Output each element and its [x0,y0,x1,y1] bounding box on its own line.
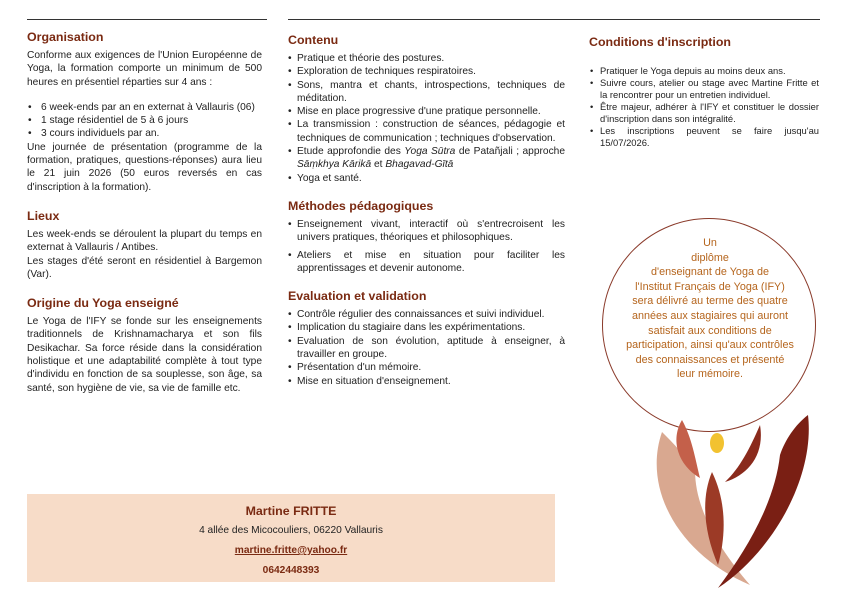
diploma-line: d'enseignant de Yoga de [651,266,769,279]
diploma-line: Un [703,237,717,249]
list-item: • Yoga et santé. [288,172,565,185]
list-item: • Enseignement vivant, interactif où s'entrecroisent les univers pratiques, théoriques et philosophiques. [288,218,565,245]
methodes-heading: Méthodes pédagogiques [288,198,434,213]
list-item: • Mise en place progressive d'une pratique personnelle. [288,105,565,118]
list-item: • Implication du stagiaire dans les expérimentations. [288,321,565,334]
diploma-line: satisfait aux conditions de [648,324,772,337]
contact-name: Martine FRITTE [245,504,337,518]
organisation-list [27,101,262,141]
methodes-list [288,218,565,275]
column-left [27,30,262,395]
diploma-line: l'Institut Français de Yoga (IFY) [635,280,785,293]
diploma-line: années aux stagiaires qui auront [631,309,789,322]
etude-prefix: Etude approfondie des [297,146,405,158]
list-item: • Contrôle régulier des connaissances et suivi individuel. [288,308,565,321]
contenu-list [288,52,565,185]
evaluation-heading: Evaluation et validation [288,289,427,304]
contenu-heading: Contenu [288,33,339,47]
list-item: • Sons, mantra et chants, introspections, techniques de méditation. [288,79,565,106]
diploma-line: diplôme [691,251,729,264]
contact-email-link[interactable]: martine.fritte@yahoo.fr [234,545,348,556]
column-middle [288,33,565,388]
conditions-list [589,65,819,149]
list-item: • Présentation d'un mémoire. [288,361,565,374]
logo-right-arm [725,425,761,482]
list-item: • Exploration de techniques respiratoires. [288,65,565,78]
logo-head [710,433,724,453]
logo-outer-swoosh [657,432,750,585]
organisation-outro: Une journée de présentation (programme de la formation, pratiques, questions-réponses) aura lieu le 21 juin 2026 (50 euros reversés en cas d'inscription à la formation). [27,141,262,193]
conditions-heading: Conditions d'inscription [589,35,731,49]
list-item: • La transmission : construction de séances, pédagogie et techniques de communication ; techniques d'observation. [288,118,565,145]
list-item: • Mise en situation d'enseignement. [288,375,565,388]
lieux-heading: Lieux [27,208,60,223]
diploma-line: des connaissances et présenté [635,353,785,366]
list-item: • Suivre cours, atelier ou stage avec Martine Fritte et la rencontrer pour un entretien individuel. [589,77,819,101]
list-item: • Ateliers et mise en situation pour faciliter les apprentissages et devenir autonome. [288,249,565,276]
list-item: • 1 stage résidentiel de 5 à 6 jours [27,114,262,127]
etude-mid-2: et [371,159,386,171]
lieux-text-1: Les week-ends se déroulent la plupart du temps en externat à Vallauris / Antibes. [27,228,262,254]
list-item: • 6 week-ends par an en externat à Vallauris (06) [27,101,262,114]
etude-mid-1: de Patañjali ; approche [455,146,565,158]
contact-phone: 0642448393 [262,565,320,576]
lieux-text-2: Les stages d'été seront en résidentiel à Bargemon (Var). [27,255,262,280]
diploma-line: leur mémoire. [677,368,743,381]
yoga-logo-icon [600,360,840,595]
evaluation-list [288,308,565,388]
etude-title-gita: Bhagavad-Gītā [385,159,454,171]
list-item: • Pratiquer le Yoga depuis au moins deux ans. [589,65,819,77]
etude-title-samkhya: Sāṃkhya Kārikā [297,159,372,171]
list-item: • Evaluation de son évolution, aptitude à enseigner, à travailler en groupe. [288,335,565,362]
list-item: • 3 cours individuels par an. [27,127,262,140]
top-rule-left [27,19,267,20]
origine-heading: Origine du Yoga enseigné [27,296,179,311]
origine-text: Le Yoga de l'IFY se fonde sur les enseignements traditionnels de Krishnamacharya et son fils Desikachar. Sa force réside dans la considération holistique et une adaptabilité complète à tout type d'individu en fonction de sa souplesse, son âge, sa santé, son hygiène de vie, sa vie de famille etc. [27,316,262,394]
diploma-line: sera délivré au terme des quatre [632,295,788,308]
list-item: • Pratique et théorie des postures. [288,52,565,65]
list-item-etude [288,145,565,172]
column-right [589,35,819,149]
list-item: • Les inscriptions peuvent se faire jusqu'au 15/07/2026. [589,125,819,149]
organisation-intro: Conforme aux exigences de l'Union Européenne de Yoga, la formation comporte un minimum de 500 heures en présentiel réparties sur 4 ans : [27,50,262,88]
contact-box [27,494,555,582]
organisation-heading: Organisation [27,30,104,44]
etude-title-yoga-sutra: Yoga Sūtra [404,146,456,158]
contact-address: 4 allée des Micocouliers, 06220 Vallauris [199,525,383,536]
list-item: • Être majeur, adhérer à l'IFY et constituer le dossier d'inscription dans son intégralité. [589,101,819,125]
diploma-line: participation, ainsi qu'aux contrôles [626,339,794,352]
top-rule-middle [288,19,820,20]
